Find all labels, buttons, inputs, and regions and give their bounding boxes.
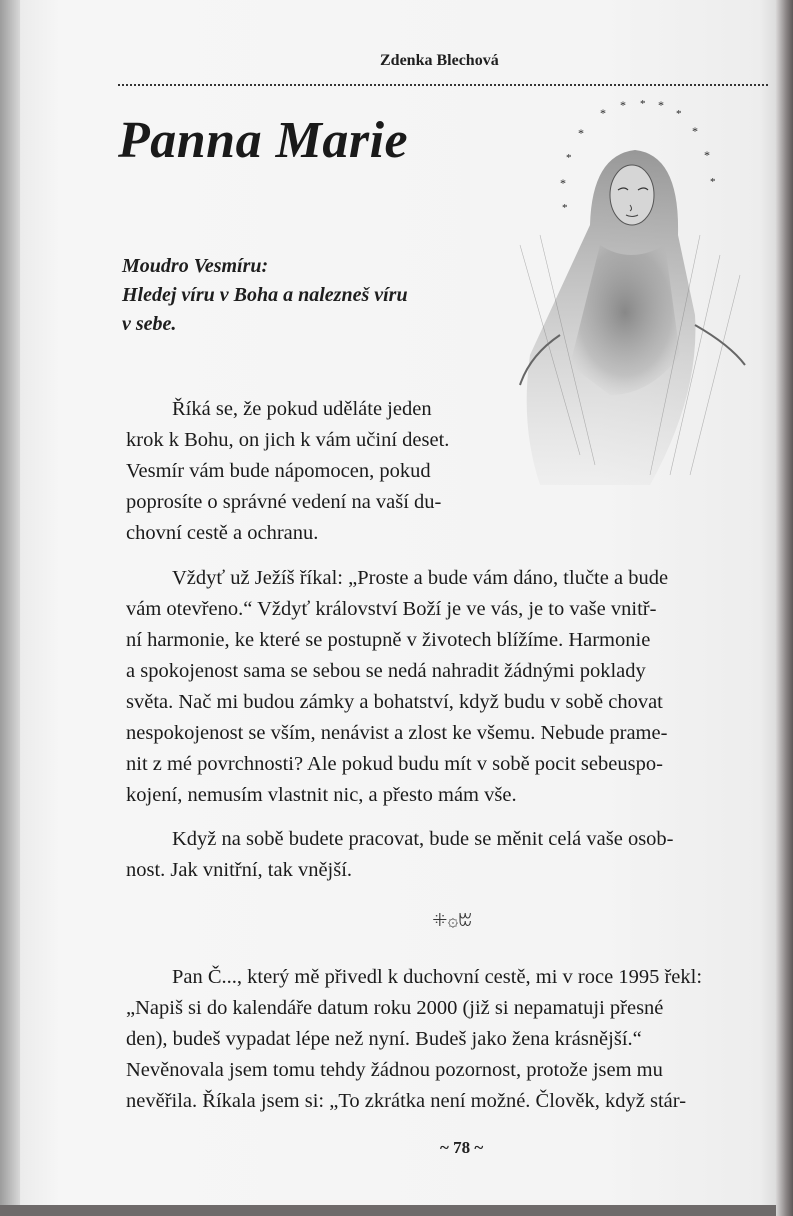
motto-line: v sebe.	[122, 313, 177, 335]
text-line: ní harmonie, ke které se postupně v životech blížíme. Harmonie	[126, 629, 651, 651]
svg-text:*: *	[676, 108, 682, 120]
svg-text:*: *	[566, 152, 572, 164]
text-line: nespokojenost se vším, nenávist a zlost ke všemu. Nebude prame-	[126, 722, 668, 744]
motto-line: Hledej víru v Boha a nalezneš víru	[122, 284, 408, 306]
paragraph-4	[126, 962, 776, 1117]
text-line: chovní cestě a ochranu.	[126, 522, 319, 544]
section-divider-ornament: ꔰ۞ꔱ	[432, 910, 473, 930]
header-dotted-rule	[118, 84, 768, 86]
svg-text:*: *	[692, 124, 698, 138]
book-spine-shadow	[0, 0, 20, 1205]
text-line: a spokojenost sama se sebou se nedá nahradit žádnými poklady	[126, 660, 646, 682]
text-line: „Napiš si do kalendáře datum roku 2000 (již si nepamatuji přesné	[126, 997, 664, 1019]
text-line: den), budeš vypadat lépe než nyní. Budeš jako žena krásnější.“	[126, 1028, 642, 1050]
text-line: Vesmír vám bude nápomocen, pokud	[126, 460, 431, 482]
paragraph-2	[126, 563, 776, 811]
text-line: kojení, nemusím vlastnit nic, a přesto mám vše.	[126, 784, 517, 806]
text-line: Když na sobě budete pracovat, bude se měnit celá vaše osob-	[172, 828, 674, 850]
page-number: ~ 78 ~	[440, 1138, 484, 1157]
text-line: světa. Nač mi budou zámky a bohatství, když budu v sobě chovat	[126, 691, 663, 713]
text-line: Vždyť už Ježíš říkal: „Proste a bude vám dáno, tlučte a bude	[172, 567, 669, 589]
madonna-illustration-icon	[500, 95, 760, 495]
svg-text:*: *	[562, 202, 568, 214]
chapter-motto	[122, 252, 502, 339]
text-line: poprosíte o správné vedení na vaší du-	[126, 491, 442, 513]
text-line: vám otevřeno.“ Vždyť království Boží je ve vás, je to vaše vnitř-	[126, 598, 657, 620]
running-head-author: Zdenka Blechová	[380, 52, 499, 69]
text-line: nost. Jak vnitřní, tak vnější.	[126, 859, 353, 881]
paragraph-3	[126, 824, 674, 886]
text-line: nevěřila. Říkala jsem si: „To zkrátka není možné. Člověk, když stár-	[126, 1090, 687, 1112]
text-line: nit z mé povrchnosti? Ale pokud budu mít v sobě pocit sebeuspo-	[126, 753, 663, 775]
chapter-title: Panna Marie	[118, 112, 409, 169]
svg-text:*: *	[600, 106, 606, 120]
svg-text:*: *	[658, 98, 664, 112]
text-line: Pan Č..., který mě přivedl k duchovní cestě, mi v roce 1995 řekl:	[172, 966, 703, 988]
svg-text:*: *	[710, 176, 716, 188]
svg-text:*: *	[640, 98, 646, 110]
text-line: krok k Bohu, on jich k vám učiní deset.	[126, 429, 450, 451]
svg-text:*: *	[578, 126, 584, 140]
svg-text:*: *	[704, 148, 710, 162]
text-line: Říká se, že pokud uděláte jeden	[172, 398, 432, 420]
svg-text:*: *	[560, 176, 566, 190]
paragraph-1	[126, 394, 449, 549]
motto-line: Moudro Vesmíru:	[122, 255, 269, 277]
page-stack-edge	[776, 0, 793, 1216]
svg-text:*: *	[620, 98, 626, 112]
text-line: Nevěnovala jsem tomu tehdy žádnou pozornost, protože jsem mu	[126, 1059, 663, 1081]
